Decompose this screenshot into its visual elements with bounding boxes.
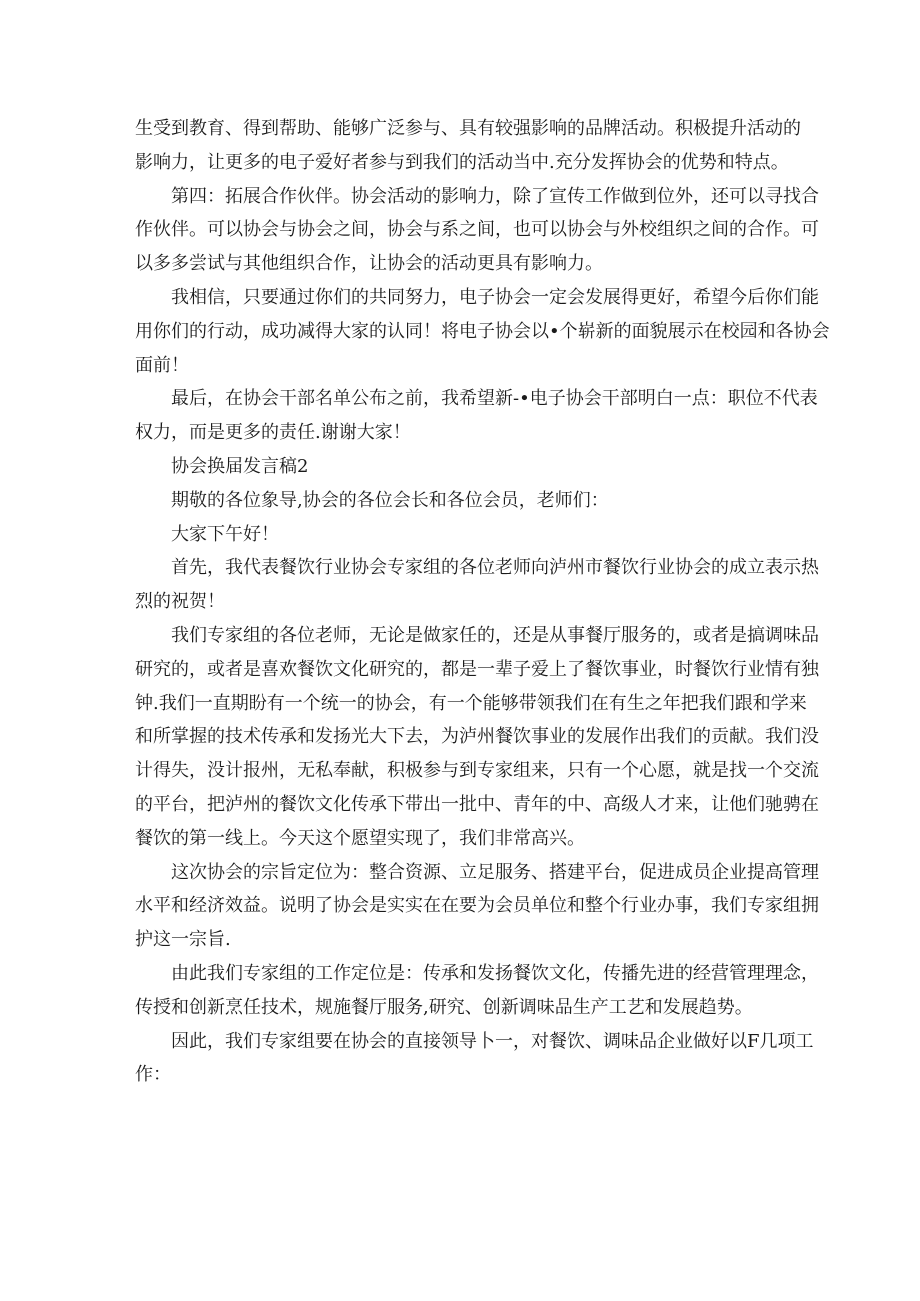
paragraph bbox=[135, 484, 785, 518]
text-line: 这次协会的宗旨定位为：整合资源、立足服务、搭建平台，促进成员企业提高管理 bbox=[171, 861, 819, 883]
paragraph bbox=[135, 281, 830, 382]
paragraph bbox=[135, 551, 819, 619]
paragraph bbox=[135, 382, 818, 450]
text-line: 我们专家组的各位老师，无论是做家任的，还是从事餐厅服务的，或者是搞调味品 bbox=[171, 624, 819, 646]
text-line: 大家下午好！ bbox=[171, 523, 279, 545]
paragraph bbox=[135, 1025, 814, 1093]
text-line: 钟.我们一直期盼有一个统一的协会，有一个能够带领我们在有生之年把我们跟和学来 bbox=[135, 692, 807, 714]
text-line: 生受到教育、得到帮助、能够广泛参与、具有较强影响的品牌活动。积极提升活动的 bbox=[135, 118, 801, 139]
paragraph bbox=[135, 856, 819, 957]
text-line: 第四：拓展合作伙伴。协会活动的影响力，除了宣传工作做到位外，还可以寻找合 bbox=[171, 185, 819, 207]
text-line: 护这一宗旨. bbox=[135, 929, 231, 951]
text-line: 协会换届发言稿2 bbox=[171, 455, 309, 477]
text-line: 计得失，没计报州，无私奉献，积极参与到专家组来，只有一个心愿，就是找一个交流 bbox=[135, 760, 819, 782]
text-line: 以多多尝试与其他组织合作，让协会的活动更具有影响力。 bbox=[135, 253, 603, 275]
paragraph bbox=[135, 619, 819, 856]
text-line: 权力，而是更多的责任.谢谢大家！ bbox=[135, 422, 411, 444]
text-line: 餐饮的第一线上。今天这个愿望实现了，我们非常高兴。 bbox=[135, 827, 585, 849]
paragraph bbox=[135, 957, 819, 1025]
text-line: 作伙伴。可以协会与协会之间，协会与系之间，也可以协会与外校组织之间的合作。可 bbox=[135, 219, 819, 241]
text-line: 由此我们专家组的工作定位是：传承和发扬餐饮文化，传播先进的经营管理理念， bbox=[171, 962, 819, 984]
text-line: 作： bbox=[135, 1064, 171, 1086]
text-line: 最后，在协会干部名单公布之前，我希望新-•电子协会干部明白一点：职位不代表 bbox=[171, 388, 818, 410]
text-line: 因此，我们专家组要在协会的直接领导卜一，对餐饮、调味品企业做好以F几项工 bbox=[171, 1030, 814, 1052]
text-line: 和所掌握的技术传承和发扬光大下去，为泸州餐饮事业的发展作出我们的贡献。我们没 bbox=[135, 726, 819, 748]
text-line: 研究的，或者是喜欢餐饮文化研究的，都是一辈子爱上了餐饮事业，时餐饮行业情有独 bbox=[135, 658, 819, 680]
paragraph bbox=[135, 180, 819, 281]
text-line: 用你们的行动，成功减得大家的认同！将电子协会以•个崭新的面貌展示在校园和各协会 bbox=[135, 320, 830, 342]
text-line: 首先，我代表餐饮行业协会专家组的各位老师向泸州市餐饮行业协会的成立表示热 bbox=[171, 557, 819, 579]
text-line: 面前！ bbox=[135, 354, 189, 376]
text-line: 的平台，把泸州的餐饮文化传承下带出一批中、青年的中、高级人才来，让他们驰骋在 bbox=[135, 793, 819, 815]
text-line: 传授和创新烹任技术，规施餐厅服务,研究、创新调味品生产工艺和发展趋势。 bbox=[135, 996, 753, 1018]
paragraph bbox=[135, 518, 785, 552]
text-line: 我相信，只要通过你们的共同努力，电子协会一定会发展得更好，希望今后你们能 bbox=[171, 286, 819, 308]
document-body bbox=[135, 112, 830, 1092]
text-line: 烈的祝贺！ bbox=[135, 591, 225, 613]
text-line: 期敬的各位象导,协会的各位会长和各位会员，老师们： bbox=[171, 489, 609, 511]
text-line: 水平和经济效益。说明了协会是实实在在要为会员单位和整个行业办事，我们专家组拥 bbox=[135, 895, 819, 917]
text-line: 影响力，让更多的电子爱好者参与到我们的活动当中.充分发挥协会的优势和特点。 bbox=[135, 151, 789, 173]
paragraph bbox=[135, 450, 785, 484]
paragraph bbox=[135, 112, 801, 180]
